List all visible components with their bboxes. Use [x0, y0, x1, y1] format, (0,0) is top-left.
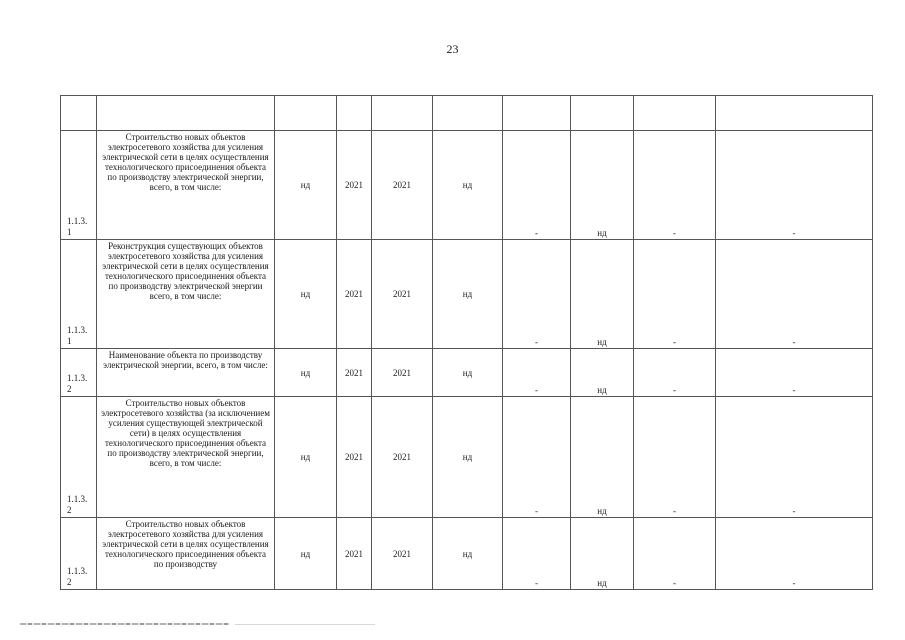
row-name: Реконструкция существующих объектов электросетевого хозяйства для усиления электрической сети в целях осуществления технологического присоединения объекта по производству электрической энергии всего, в том числе: [97, 240, 275, 349]
cell-c8 [571, 240, 634, 349]
cell-c9 [634, 349, 716, 397]
cell-c5: 2021 [372, 349, 433, 397]
header-cell [634, 96, 716, 131]
cell-c6: нд [433, 131, 503, 240]
cell-c8 [571, 349, 634, 397]
scan-artifact-line [235, 624, 375, 625]
cell-c9 [634, 131, 716, 240]
cell-c9 [634, 240, 716, 349]
cell-c5: 2021 [372, 240, 433, 349]
header-cell [503, 96, 571, 131]
cell-c3: нд [275, 240, 337, 349]
header-cell [372, 96, 433, 131]
cell-c8-value: нд [597, 578, 607, 588]
cell-c10-value: - [792, 228, 796, 238]
cell-c10-value: - [792, 337, 796, 347]
row-code: 1.1.3. 2 [67, 566, 88, 587]
cell-c4: 2021 [337, 131, 372, 240]
table-row [61, 518, 873, 590]
cell-c4: 2021 [337, 518, 372, 590]
header-row [61, 96, 873, 131]
cell-c7-value: - [535, 228, 538, 238]
cell-c7-value: - [535, 578, 538, 588]
table-row [61, 240, 873, 349]
cell-c4: 2021 [337, 349, 372, 397]
cell-c8 [571, 131, 634, 240]
row-name: Строительство новых объектов электросетевого хозяйства для усиления электрической сети в целях осуществления технологического присоединения объекта по производству [97, 518, 275, 590]
page-number: 23 [446, 42, 459, 56]
row-code: 1.1.3. 2 [67, 373, 88, 394]
cell-c5: 2021 [372, 518, 433, 590]
cell-c3: нд [275, 397, 337, 518]
header-cell [571, 96, 634, 131]
cell-c10-value: - [792, 506, 796, 516]
cell-c9-value: - [673, 228, 676, 238]
table-row [61, 397, 873, 518]
cell-c6: нд [433, 397, 503, 518]
cell-c6: нд [433, 518, 503, 590]
cell-c7-value: - [535, 337, 538, 347]
cell-c8-value: нд [597, 337, 607, 347]
header-cell [433, 96, 503, 131]
cell-c5: 2021 [372, 397, 433, 518]
cell-c6: нд [433, 240, 503, 349]
header-cell [61, 96, 97, 131]
header-cell [97, 96, 275, 131]
scan-artifact-line [20, 623, 230, 625]
row-code-cell [61, 349, 97, 397]
cell-c7 [503, 518, 571, 590]
cell-c9-value: - [673, 337, 676, 347]
cell-c4: 2021 [337, 397, 372, 518]
cell-c4: 2021 [337, 240, 372, 349]
cell-c9 [634, 518, 716, 590]
cell-c10 [716, 240, 873, 349]
cell-c10 [716, 518, 873, 590]
row-code-cell [61, 397, 97, 518]
cell-c3: нд [275, 131, 337, 240]
cell-c8-value: нд [597, 385, 607, 395]
header-cell [716, 96, 873, 131]
cell-c7 [503, 349, 571, 397]
cell-c10 [716, 397, 873, 518]
row-code-cell [61, 518, 97, 590]
table-row [61, 131, 873, 240]
cell-c8 [571, 397, 634, 518]
cell-c8-value: нд [597, 506, 607, 516]
cell-c10 [716, 349, 873, 397]
cell-c9-value: - [673, 385, 676, 395]
cell-c7 [503, 240, 571, 349]
table-row [61, 349, 873, 397]
cell-c9-value: - [673, 506, 676, 516]
cell-c7 [503, 131, 571, 240]
cell-c9-value: - [673, 578, 676, 588]
cell-c8 [571, 518, 634, 590]
row-name: Строительство новых объектов электросетевого хозяйства для усиления электрической сети в целях осуществления технологического присоединения объекта по производству электрической энергии, всего, в том числе: [97, 131, 275, 240]
row-name: Наименование объекта по производству электрической энергии, всего, в том числе: [97, 349, 275, 397]
header-cell [275, 96, 337, 131]
row-code-cell [61, 240, 97, 349]
row-name: Строительство новых объектов электросетевого хозяйства (за исключением усиления существующей электрической сети) в целях осуществления технологического присоединения объекта по производству электрической энергии, всего, в том числе: [97, 397, 275, 518]
cell-c9 [634, 397, 716, 518]
row-code: 1.1.3. 1 [67, 325, 88, 346]
row-code: 1.1.3. 2 [67, 494, 88, 515]
cell-c8-value: нд [597, 228, 607, 238]
cell-c3: нд [275, 349, 337, 397]
cell-c7 [503, 397, 571, 518]
cell-c3: нд [275, 518, 337, 590]
cell-c7-value: - [535, 506, 538, 516]
cell-c10-value: - [792, 385, 796, 395]
cell-c10-value: - [792, 578, 796, 588]
cell-c10 [716, 131, 873, 240]
cell-c5: 2021 [372, 131, 433, 240]
cell-c7-value: - [535, 385, 538, 395]
row-code: 1.1.3. 1 [67, 216, 88, 237]
investment-table [60, 95, 873, 590]
row-code-cell [61, 131, 97, 240]
header-cell [337, 96, 372, 131]
cell-c6: нд [433, 349, 503, 397]
